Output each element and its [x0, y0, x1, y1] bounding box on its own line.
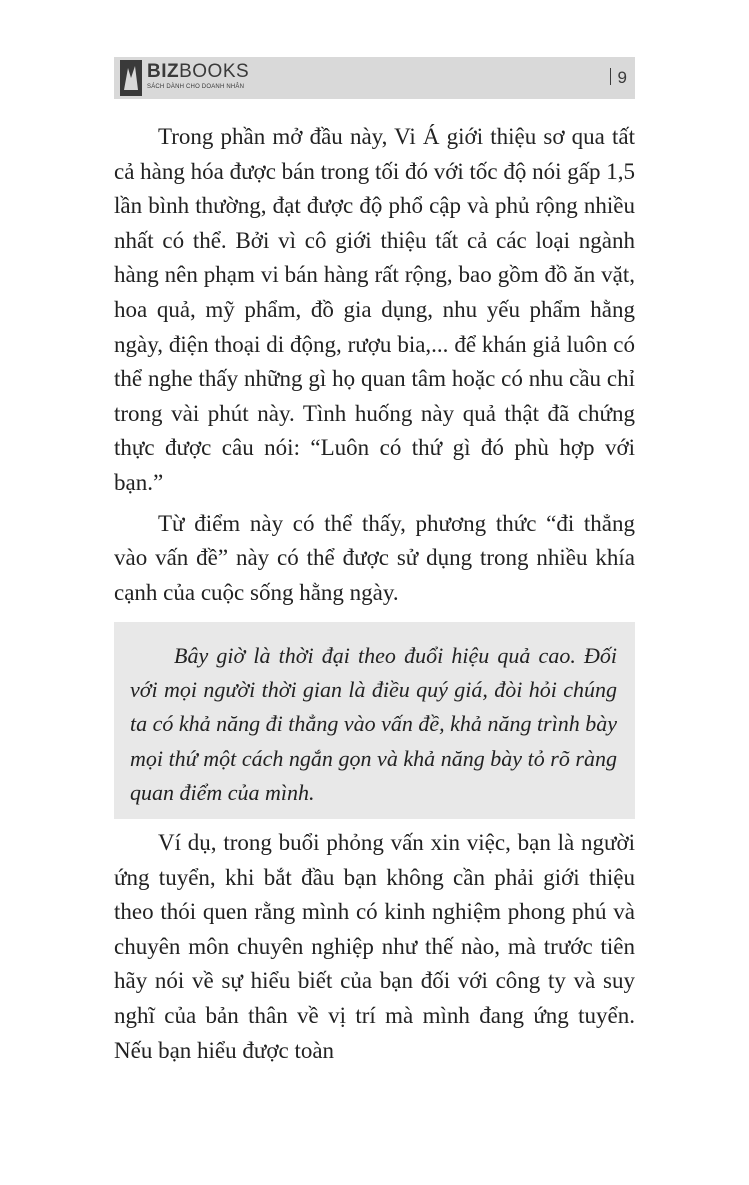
quote-text: Bây giờ là thời đại theo đuổi hiệu quả cao. Đối với mọi người thời gian là điều quý giá, đòi hỏi chúng ta có khả năng đi thẳng vào vấn đề, khả năng trình bày mọi thứ một cách ngắn gọn và khả năng bày tỏ rõ ràng quan điểm của mình. [130, 643, 617, 805]
paragraph: Từ điểm này có thể thấy, phương thức “đi thẳng vào vấn đề” này có thể được sử dụng trong nhiều khía cạnh của cuộc sống hằng ngày. [114, 510, 635, 605]
paragraph: Trong phần mở đầu này, Vi Á giới thiệu sơ qua tất cả hàng hóa được bán trong tối đó với tốc độ nói gấp 1,5 lần bình thường, đạt được độ phổ cập và phủ rộng nhiều nhất có thể. Bởi vì cô giới thiệu tất cả các loại ngành hàng nên phạm vi bán hàng rất rộng, bao gồm đồ ăn vặt, hoa quả, mỹ phẩm, đồ gia dụng, nhu yếu phẩm hằng ngày, điện thoại di động, rượu bia,... để khán giả luôn có thể nghe thấy những gì họ quan tâm hoặc có nhu cầu chỉ trong vài phút này. Tình huống này quả thật đã chứng thực được câu nói: “Luôn có thứ gì đó phù hợp với bạn.” [114, 124, 635, 495]
publisher-name-rest: BOOKS [179, 61, 250, 82]
running-header [114, 57, 635, 99]
publisher-logo [120, 60, 250, 96]
page-number-divider [610, 68, 611, 85]
publisher-tagline: SÁCH DÀNH CHO DOANH NHÂN [147, 84, 245, 90]
body-text-bottom [114, 826, 635, 1068]
publisher-name [147, 62, 249, 82]
publisher-name-bold: BIZ [147, 61, 180, 82]
body-text-top [114, 120, 635, 610]
page-number-value: 9 [617, 68, 627, 87]
page-number [610, 67, 627, 89]
paragraph: Ví dụ, trong buổi phỏng vấn xin việc, bạn là người ứng tuyển, khi bắt đầu bạn không cần phải giới thiệu theo thói quen rằng mình có kinh nghiệm phong phú và chuyên môn chuyên nghiệp như thế nào, mà trước tiên hãy nói về sự hiểu biết của bạn đối với công ty và suy nghĩ của bản thân về vị trí mà mình đang ứng tuyển. Nếu bạn hiểu được toàn [114, 830, 635, 1063]
bizbooks-logo-icon [120, 60, 142, 96]
highlight-quote-box [114, 622, 635, 819]
